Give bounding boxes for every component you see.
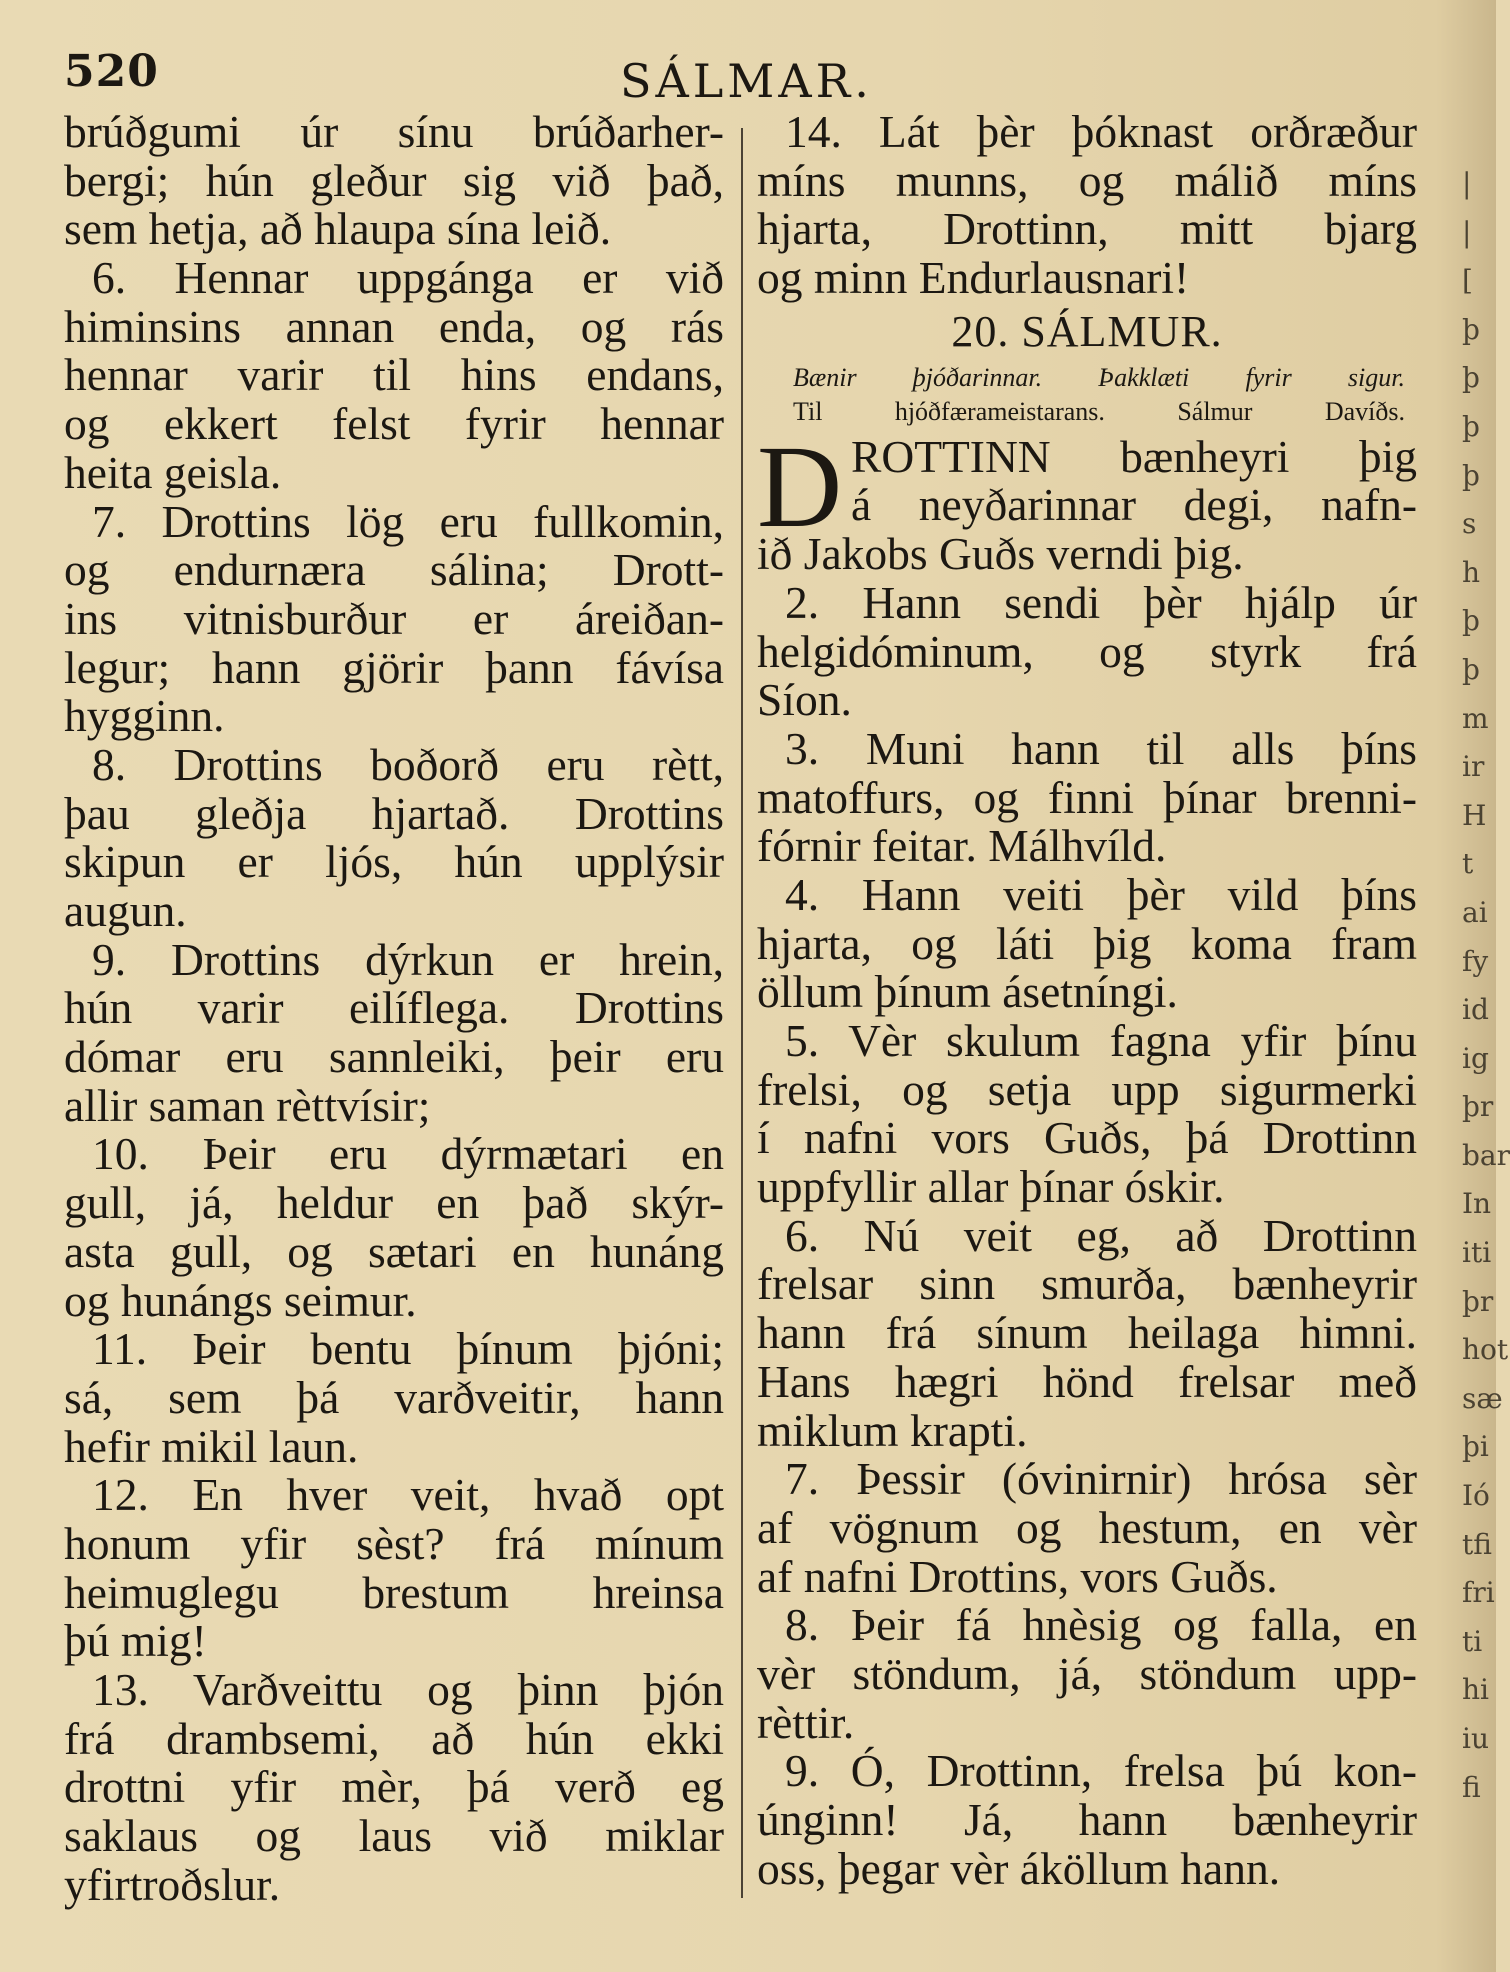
text-line: hygginn. [64, 690, 225, 742]
edge-fragment: tfi [1462, 1527, 1492, 1561]
text-line: 13. Varðveittu og þinn þjón [92, 1664, 724, 1715]
text-line: matoffurs, og finni þínar brenni- [757, 771, 1417, 823]
edge-fragment: sæ [1462, 1381, 1503, 1415]
text-line: sá, sem þá varðveitir, hann [64, 1371, 724, 1423]
edge-fragment: s [1462, 507, 1477, 541]
text-line: gull, já, heldur en það skýr- [64, 1177, 724, 1229]
text-line: af nafni Drottins, vors Guðs. [757, 1550, 1278, 1602]
text-line: sem hetja, að hlaupa sína leið. [64, 203, 612, 255]
text-line: hjarta, og láti þig koma fram [757, 917, 1417, 969]
edge-fragment: | [1462, 167, 1472, 200]
edge-fragment: iu [1462, 1722, 1489, 1755]
text-line: vèr stöndum, já, stöndum upp- [757, 1647, 1417, 1699]
edge-fragment: þ [1462, 652, 1480, 686]
text-line: hefir mikil laun. [64, 1420, 359, 1472]
edge-fragment: ti [1462, 1624, 1483, 1658]
text-line: þau gleðja hjartað. Drottins [64, 787, 724, 839]
edge-fragment: þ [1462, 458, 1480, 492]
text-line: hjarta, Drottinn, mitt bjarg [757, 203, 1417, 255]
edge-fragment: Ió [1462, 1479, 1490, 1513]
psalm-superscription: Til hjóðfærameistarans. Sálmur Davíðs. [793, 396, 1405, 426]
text-line: helgidóminum, og styrk frá [757, 625, 1417, 677]
edge-fragment: In [1462, 1187, 1492, 1221]
edge-fragment: h [1462, 555, 1481, 589]
text-line: fórnir feitar. Málhvíld. [757, 820, 1167, 872]
psalm-subtitle-italic: Bænir þjóðarinnar. Þakklæti fyrir sigur. [793, 362, 1405, 392]
text-line: og minn Endurlausnari! [757, 252, 1190, 304]
psalm-heading: 20. SÁLMUR. [951, 306, 1223, 356]
text-line: í nafni vors Guðs, þá Drottinn [757, 1112, 1417, 1164]
text-line: heimuglegu brestum hreinsa [64, 1566, 724, 1618]
text-line: 12. En hver veit, hvað opt [92, 1469, 724, 1521]
edge-fragment: ir [1462, 750, 1485, 784]
text-line: af vögnum og hestum, en vèr [757, 1501, 1417, 1553]
running-title: SÁLMAR. [620, 54, 873, 108]
edge-fragment: id [1462, 993, 1489, 1027]
text-line: og hunángs seimur. [64, 1274, 417, 1326]
text-line: miklum krapti. [757, 1404, 1028, 1456]
text-line: legur; hann gjörir þann fávísa [64, 641, 724, 693]
edge-fragment: fy [1462, 944, 1489, 978]
edge-fragment: m [1462, 701, 1489, 735]
dropcap-paragraph [757, 420, 1417, 552]
page-header [60, 40, 880, 110]
text-line: drottni yfir mèr, þá verð eg [64, 1761, 724, 1813]
verse-14-block [757, 108, 1417, 303]
text-line: 9. Drottins dýrkun er hrein, [92, 933, 724, 985]
edge-fragment: þr [1462, 1090, 1494, 1124]
text-line: 6. Nú veit eg, að Drottinn [785, 1209, 1417, 1261]
text-line: ins vitnisburður er áreiðan- [64, 592, 724, 644]
text-line: 11. Þeir bentu þínum þjóni; [92, 1323, 724, 1375]
text-line: uppfyllir allar þínar óskir. [757, 1161, 1225, 1213]
text-line: rèttir. [757, 1696, 855, 1748]
edge-fragment: t [1462, 847, 1474, 881]
text-line: skipun er ljós, hún upplýsir [64, 836, 724, 888]
text-line: 3. Muni hann til alls þíns [785, 722, 1417, 774]
text-line: 2. Hann sendi þèr hjálp úr [785, 576, 1417, 628]
edge-fragment: | [1462, 215, 1472, 249]
text-line: ið Jakobs Guðs verndi þig. [757, 528, 1244, 580]
text-line: ROTTINN bænheyri þig [851, 430, 1417, 482]
text-line: oss, þegar vèr áköllum hann. [757, 1842, 1281, 1894]
text-line: 7. Drottins lög eru fullkomin, [92, 495, 724, 547]
text-line: frelsar sinn smurða, bænheyrir [757, 1258, 1417, 1310]
text-line: frá drambsemi, að hún ekki [64, 1712, 724, 1764]
text-line: 14. Lát þèr þóknast orðræður [785, 106, 1417, 157]
text-line: hennar varir til hins endans, [64, 349, 724, 401]
text-line: 8. Þeir fá hnèsig og falla, en [785, 1599, 1417, 1651]
text-line: 9. Ó, Drottinn, frelsa þú kon- [785, 1745, 1417, 1797]
edge-fragment: H [1462, 798, 1487, 832]
text-line: brúðgumi úr sínu brúðarher- [64, 106, 724, 157]
edge-fragment: þ [1462, 409, 1480, 443]
text-line: þú mig! [64, 1615, 207, 1667]
page-number: 520 [64, 46, 159, 97]
text-line: asta gull, og sætari en hunáng [64, 1225, 724, 1277]
text-line: himinsins annan enda, og rás [64, 300, 724, 352]
edge-fragment: þ [1462, 604, 1480, 638]
edge-fragment: ig [1462, 1041, 1489, 1075]
text-line: 10. Þeir eru dýrmætari en [92, 1128, 724, 1180]
text-line: á neyðarinnar degi, nafn- [851, 479, 1417, 531]
text-line: honum yfir sèst? frá mínum [64, 1517, 724, 1569]
edge-fragment: þr [1462, 1284, 1494, 1318]
text-line: 6. Hennar uppgánga er við [92, 252, 724, 304]
text-line: dómar eru sannleiki, þeir eru [64, 1031, 724, 1083]
text-line: 8. Drottins boðorð eru rètt, [92, 738, 724, 790]
text-line: augun. [64, 885, 187, 936]
text-line: frelsi, og setja upp sigurmerki [757, 1063, 1417, 1115]
text-line: hún varir eilíflega. Drottins [64, 982, 724, 1034]
text-line: heita geisla. [64, 446, 282, 498]
edge-fragment: [ [1462, 264, 1473, 298]
text-line: og ekkert felst fyrir hennar [64, 398, 724, 450]
edge-fragment: þ [1462, 361, 1480, 395]
edge-fragment: ai [1462, 895, 1488, 929]
edge-fragment: þi [1462, 1430, 1489, 1464]
text-line: hann frá sínum heilaga himni. [757, 1307, 1417, 1359]
column-divider [741, 128, 743, 1898]
adjacent-page-edge [1462, 160, 1510, 1950]
text-line: míns munns, og málið míns [757, 154, 1417, 206]
text-line: bergi; hún gleður sig við það, [64, 154, 724, 206]
text-line: og endurnæra sálina; Drott- [64, 544, 724, 596]
text-line: Hans hægri hönd frelsar með [757, 1355, 1417, 1407]
text-line: saklaus og laus við miklar [64, 1810, 724, 1862]
text-line: 4. Hann veiti þèr vild þíns [785, 868, 1417, 920]
text-line: allir saman rèttvísir; [64, 1079, 431, 1131]
text-line: únginn! Já, hann bænheyrir [757, 1794, 1417, 1845]
edge-fragment: iti [1462, 1236, 1492, 1270]
text-line: yfirtroðslur. [64, 1858, 281, 1910]
edge-fragment: bar [1462, 1138, 1510, 1172]
text-line: 5. Vèr skulum fagna yfir þínu [785, 1015, 1417, 1066]
drop-cap: D [757, 420, 843, 552]
right-column [757, 108, 1417, 1893]
edge-fragment: hi [1462, 1673, 1489, 1707]
left-column [64, 108, 724, 1909]
edge-fragment: fri [1462, 1576, 1495, 1610]
text-line: öllum þínum ásetníngi. [757, 966, 1178, 1018]
psalm-verses [757, 530, 1417, 1893]
text-line: 7. Þessir (óvinirnir) hrósa sèr [785, 1453, 1417, 1505]
edge-fragment: þ [1462, 312, 1480, 346]
text-line: Síon. [757, 674, 852, 726]
edge-fragment: hot [1462, 1333, 1509, 1367]
edge-fragment: fi [1462, 1770, 1481, 1804]
